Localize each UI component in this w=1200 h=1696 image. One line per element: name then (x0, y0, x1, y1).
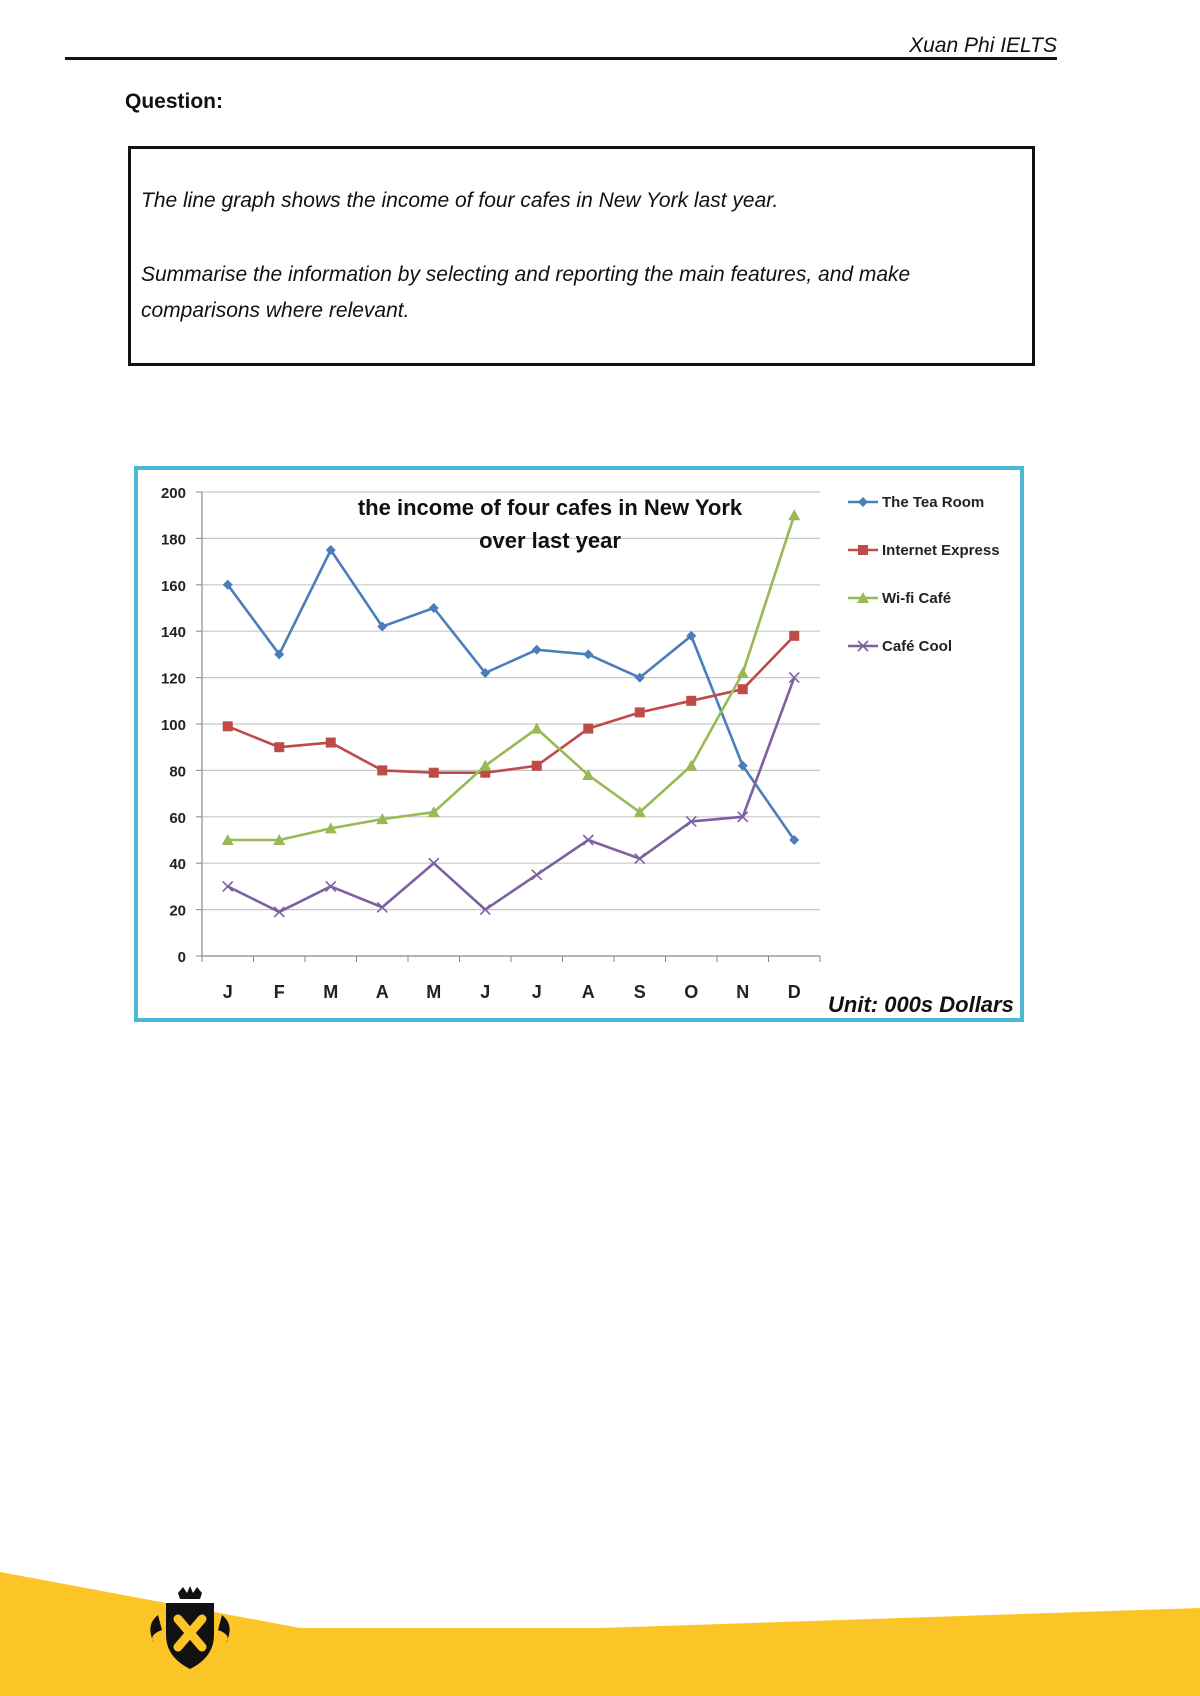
chart-title-line-1: the income of four cafes in New York (357, 495, 743, 520)
data-point (685, 760, 697, 771)
x-tick-label: J (480, 982, 491, 1002)
y-tick-label: 100 (160, 717, 186, 734)
x-tick-label: M (426, 982, 442, 1002)
x-tick-label: J (531, 982, 542, 1002)
data-point (738, 684, 748, 694)
data-point (788, 509, 800, 520)
line-chart (138, 470, 1020, 1018)
y-tick-label: 200 (160, 485, 186, 502)
x-tick-label: S (633, 982, 646, 1002)
series-line (228, 678, 795, 912)
series-square (223, 631, 800, 778)
data-point (274, 742, 284, 752)
header-divider (65, 57, 1057, 60)
data-point (326, 738, 336, 748)
data-point (532, 870, 542, 880)
unit-label: Unit: 000s Dollars (828, 992, 1014, 1017)
y-tick-label: 80 (169, 763, 186, 781)
x-tick-label: A (375, 982, 389, 1002)
chart-title-line-2: over last year (479, 528, 621, 553)
legend-label: Internet Express (882, 542, 1000, 559)
y-tick-label: 20 (169, 902, 186, 920)
data-point (223, 721, 233, 731)
chart-frame (134, 466, 1024, 1022)
question-line-1: The line graph shows the income of four cafes in New York last year. (141, 189, 779, 212)
x-tick-label: M (323, 982, 339, 1002)
header-brand: Xuan Phi IELTS (909, 34, 1057, 57)
data-point (532, 761, 542, 771)
y-tick-label: 60 (169, 809, 186, 827)
y-tick-label: 40 (169, 856, 186, 874)
y-tick-label: 180 (160, 531, 186, 549)
chart-legend (848, 494, 1000, 655)
data-point (789, 631, 799, 641)
question-box (128, 146, 1035, 366)
series-line (228, 636, 795, 773)
chart-axes (161, 485, 820, 1002)
y-tick-label: 120 (160, 670, 186, 688)
data-point (377, 902, 387, 912)
x-tick-label: J (222, 982, 233, 1002)
x-tick-label: F (273, 982, 285, 1002)
question-label: Question: (125, 90, 223, 113)
x-tick-label: D (787, 982, 801, 1002)
legend-label: Café Cool (882, 638, 953, 655)
data-point (858, 545, 868, 555)
data-point (737, 667, 749, 678)
y-tick-label: 0 (177, 949, 186, 966)
legend-label: Wi-fi Café (882, 590, 952, 607)
series-x (223, 673, 800, 917)
data-point (858, 497, 868, 507)
data-point (583, 724, 593, 734)
data-point (377, 765, 387, 775)
x-tick-label: O (684, 982, 699, 1002)
data-point (326, 881, 336, 891)
series-line (228, 550, 795, 840)
data-point (532, 645, 542, 655)
x-tick-label: N (736, 982, 750, 1002)
data-point (583, 649, 593, 659)
data-point (635, 707, 645, 717)
y-tick-label: 160 (160, 577, 186, 595)
legend-label: The Tea Room (882, 494, 985, 511)
data-point (274, 907, 284, 917)
data-point (686, 696, 696, 706)
data-point (429, 768, 439, 778)
crown-shield-x-logo (140, 1585, 240, 1675)
question-line-2: Summarise the information by selecting and reporting the main features, and make comparisons where relevant. (141, 263, 911, 322)
chart-series (222, 509, 801, 917)
data-point (223, 881, 233, 891)
y-tick-label: 140 (160, 624, 186, 642)
x-tick-label: A (581, 982, 595, 1002)
